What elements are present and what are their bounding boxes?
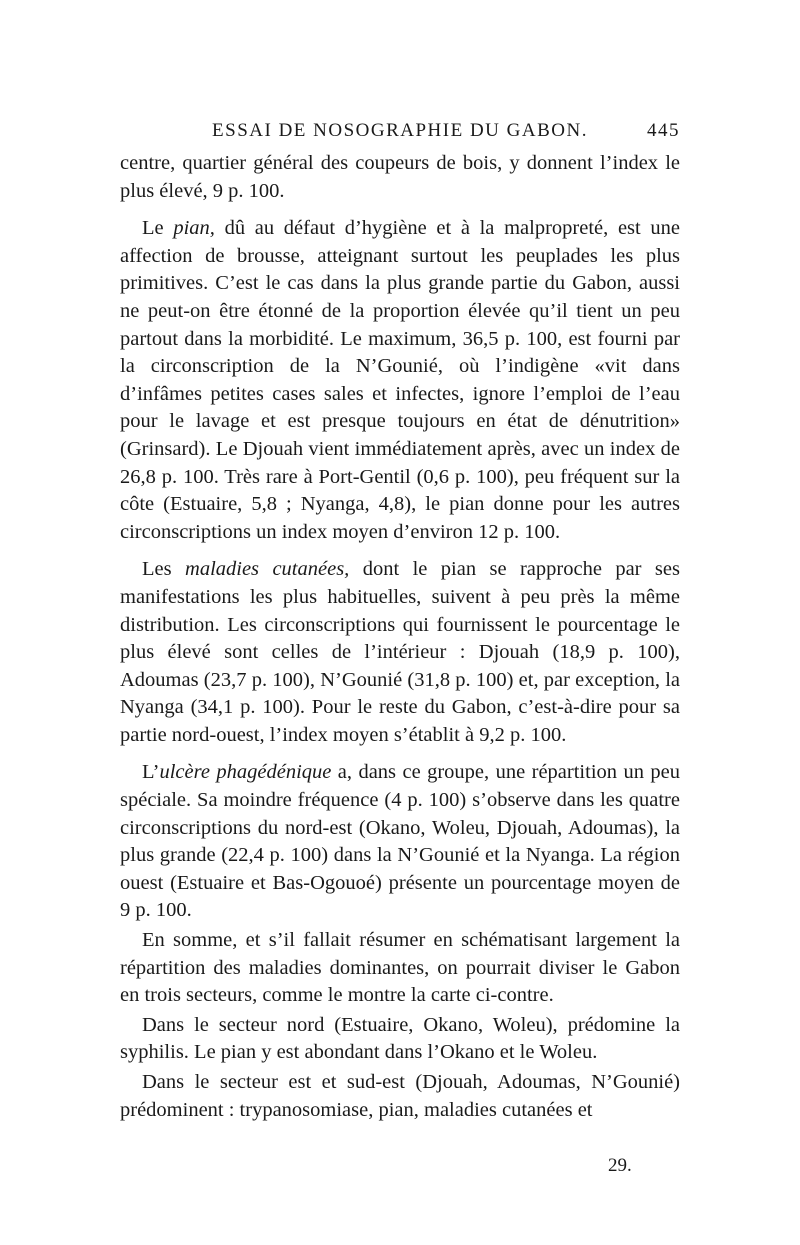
paragraph-en-somme: En somme, et s’il fallait résumer en schématisant largement la répartition des maladies dominantes, on pourrait diviser le Gabon en trois secteurs, comme le montre la carte ci-contre. <box>120 929 680 1007</box>
running-header <box>120 120 680 146</box>
paragraph-pian: Le pian, dû au défaut d’hygiène et à la malpropreté, est une affection de brousse, atteignant surtout les peuplades les plus primitives. C’est le cas dans la plus grande partie du Gabon, aussi ne peut-on être étonné de la proportion élevée qu’il tient un peu partout dans la morbidité. Le maximum, 36,5 p. 100, est fourni par la circonscription de la N’Gounié, où l’indigène «vit dans d’infâmes petites cases sales et infectes, ignore l’emploi de l’eau pour le lavage et est presque toujours en état de dénutrition» (Grinsard). Le Djouah vient immédiatement après, avec un index de 26,8 p. 100. Très rare à Port-Gentil (0,6 p. 100), peu fréquent sur la côte (Estuaire, 5,8 ; Nyanga, 4,8), le pian donne pour les autres circonscriptions un index moyen d’environ 12 p. 100. <box>120 217 680 543</box>
paragraph-secteur-est: Dans le secteur est et sud-est (Djouah, Adoumas, N’Gounié) prédominent : trypanosomiase, pian, maladies cutanées et <box>120 1071 680 1121</box>
paragraph-secteur-nord: Dans le secteur nord (Estuaire, Okano, Woleu), prédomine la syphilis. Le pian y est abondant dans l’Okano et le Woleu. <box>120 1013 680 1064</box>
term-ulcere-phagedenique: ulcère phagédénique <box>159 761 332 784</box>
body-text <box>120 150 680 1124</box>
signature-mark: 29. <box>608 1155 632 1176</box>
paragraph-maladies-cutanees: Les maladies cutanées, dont le pian se rapproche par ses manifestations les plus habituelles, suivent à peu près la même distribution. Les circonscriptions qui fournissent le pourcentage le plus élevé sont celles de l’intérieur : Djouah (18,9 p. 100), Adoumas (23,7 p. 100), N’Gounié (31,8 p. 100) et, par exception, la Nyanga (34,1 p. 100). Pour le reste du Gabon, c’est-à-dire pour sa partie nord-ouest, l’index moyen s’établit à 9,2 p. 100. <box>120 558 680 746</box>
running-title: ESSAI DE NOSOGRAPHIE DU GABON. <box>212 120 588 141</box>
page-number: 445 <box>647 120 680 141</box>
paragraph-ulcere: L’ulcère phagédénique a, dans ce groupe, une répartition un peu spéciale. Sa moindre fréquence (4 p. 100) s’observe dans les quatre circonscriptions du nord-est (Okano, Woleu, Djouah, Adoumas), la plus grande (22,4 p. 100) dans la N’Gounié et la Nyanga. La région ouest (Estuaire et Bas-Ogouoé) présente un pourcentage moyen de 9 p. 100. <box>120 761 680 922</box>
paragraph-continuation: centre, quartier général des coupeurs de bois, y donnent l’index le plus élevé, 9 p. 100. <box>120 152 680 202</box>
term-pian: pian, <box>173 217 215 240</box>
term-maladies-cutanees: maladies cutanées, <box>185 558 350 581</box>
